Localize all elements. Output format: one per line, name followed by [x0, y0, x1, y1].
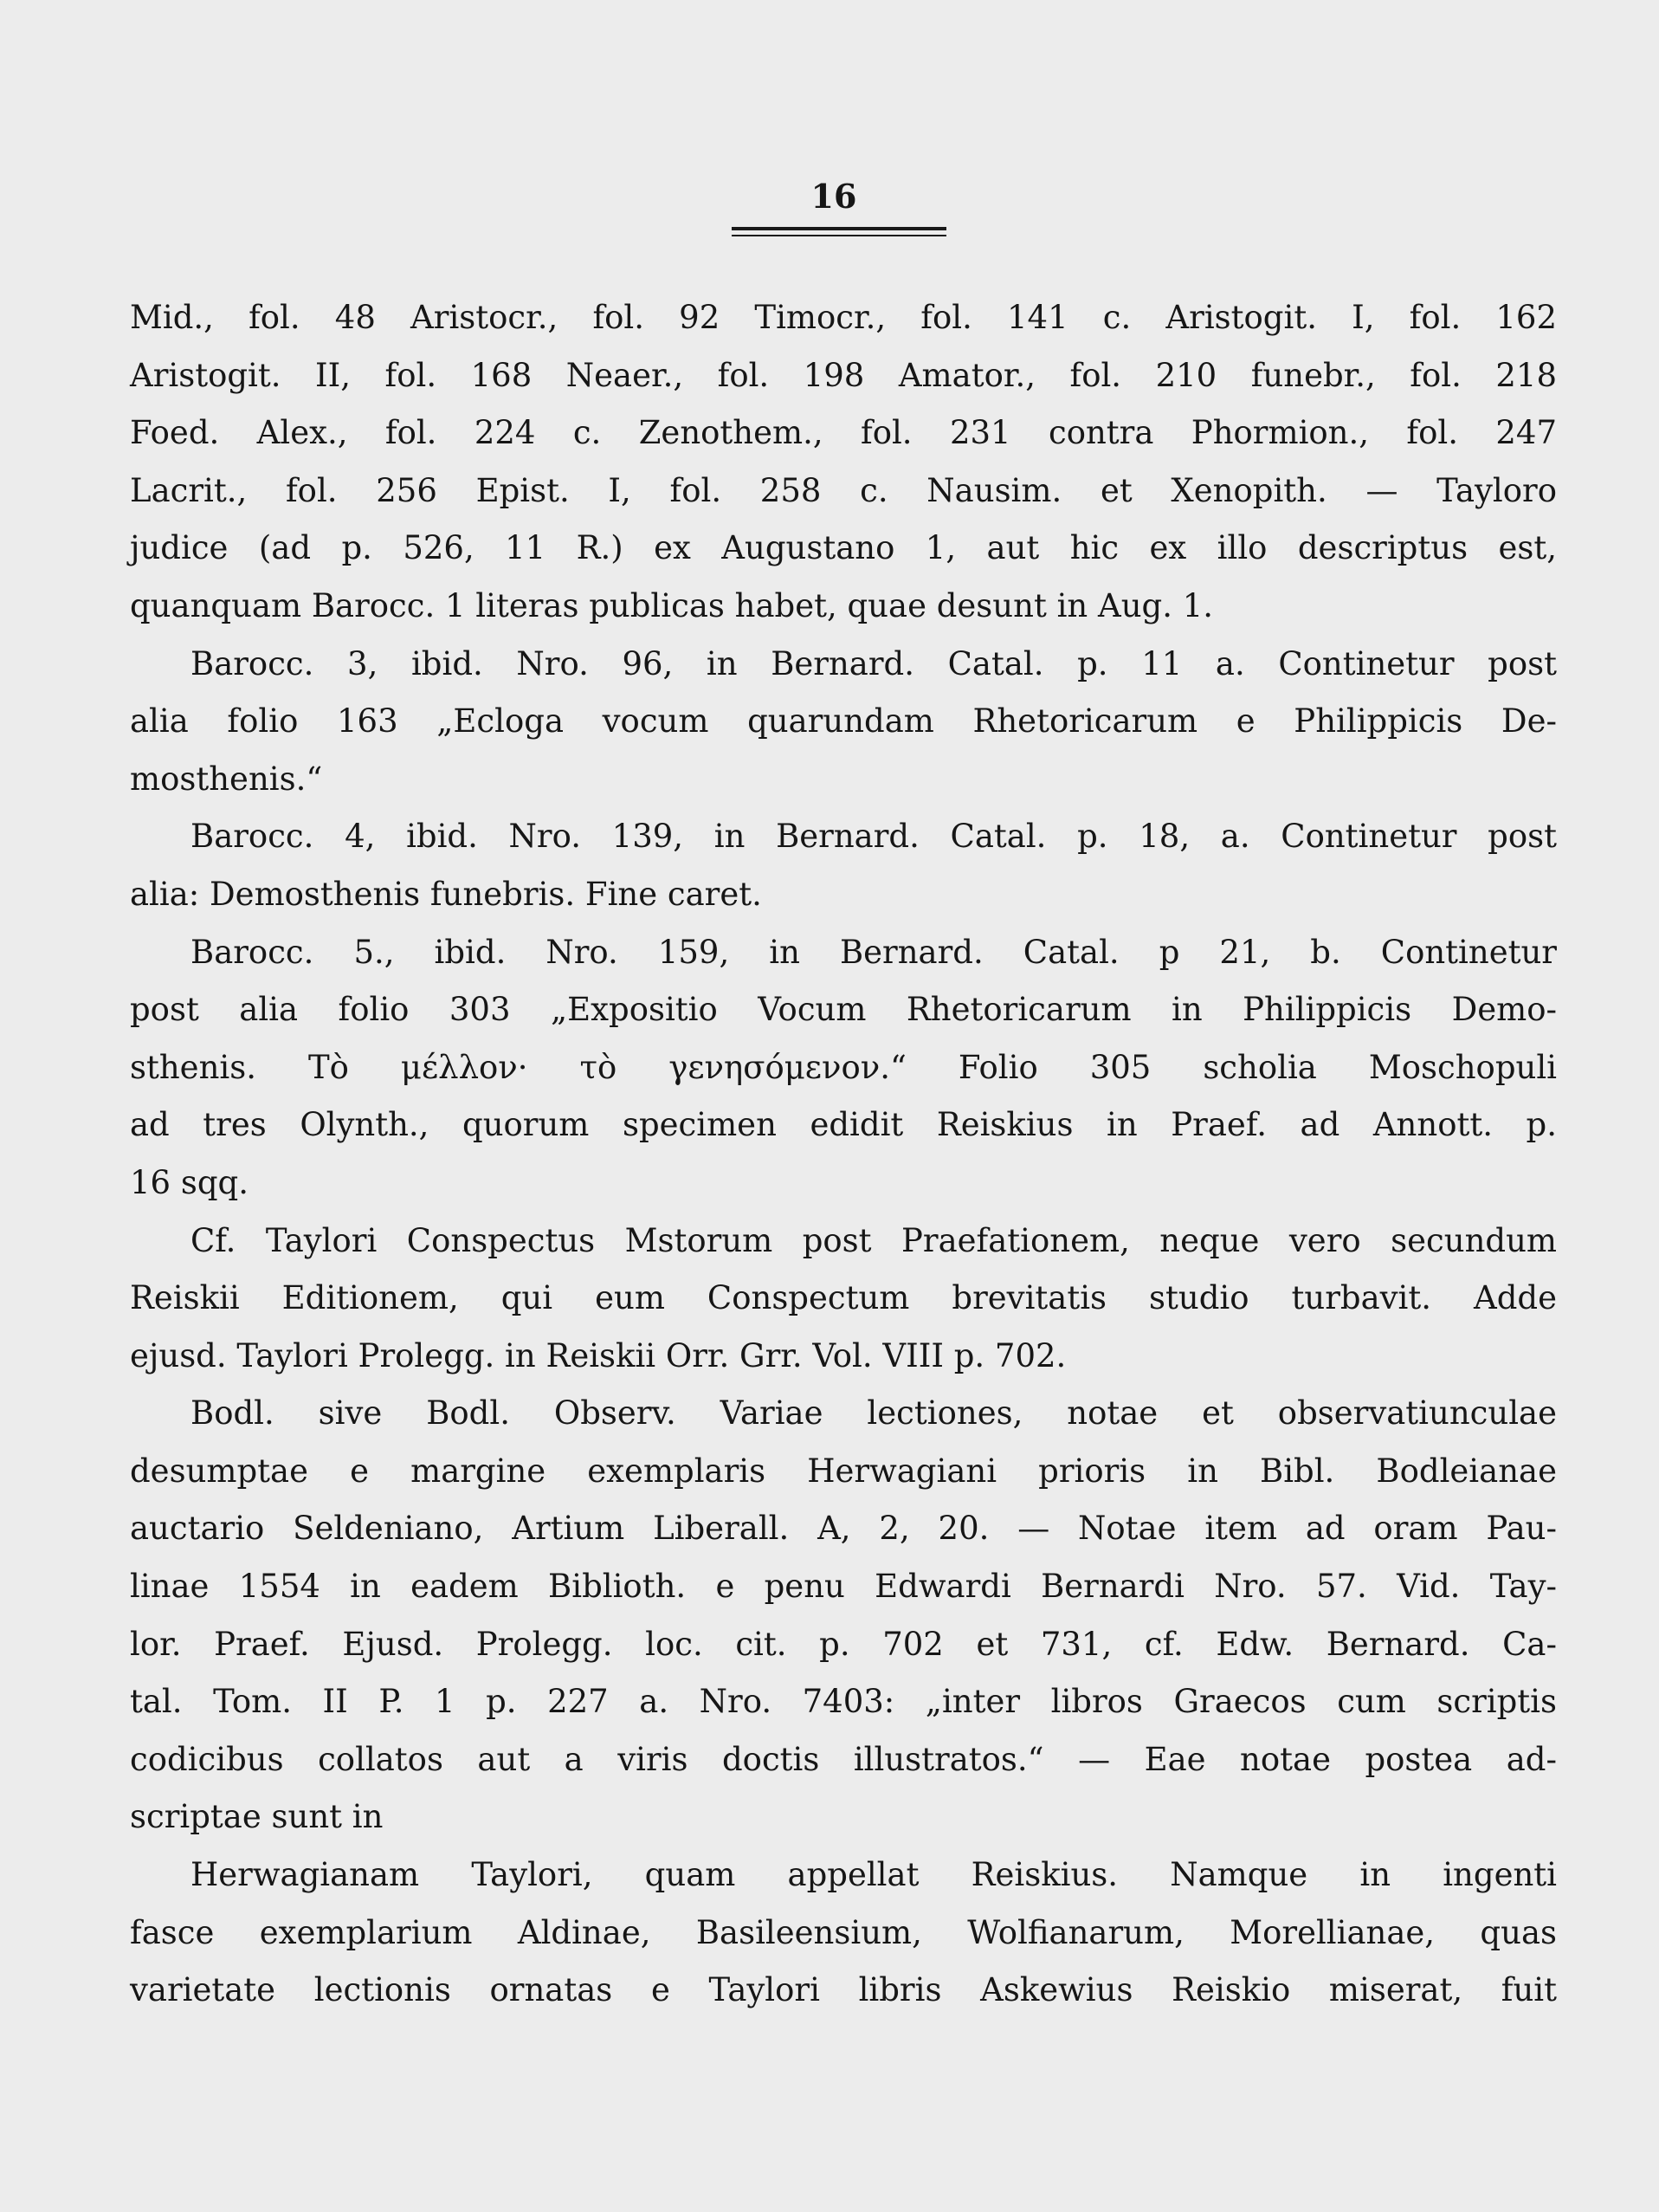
- text-line: sthenis. Τὸ μέλλον· τὸ γενησόμενον.“ Folio 305 scholia Moschopuli: [130, 1048, 1557, 1086]
- text-line: Aristogit. II, fol. 168 Neaer., fol. 198 Amator., fol. 210 funebr., fol. 218: [130, 356, 1557, 394]
- text-line: alia folio 163 „Ecloga vocum quarundam Rhetoricarum e Philippicis De-: [130, 702, 1557, 741]
- text-line: Cf. Taylori Conspectus Mstorum post Praefationem, neque vero secundum: [190, 1221, 1557, 1259]
- text-line: alia: Demosthenis funebris. Fine caret.: [130, 875, 762, 913]
- text-line: varietate lectionis ornatas e Taylori libris Askewius Reiskio miserat, fuit: [130, 1971, 1557, 2009]
- text-line: Reiskii Editionem, qui eum Conspectum brevitatis studio turbavit. Adde: [130, 1279, 1557, 1317]
- text-line: Herwagianam Taylori, quam appellat Reiskius. Namque in ingenti: [190, 1856, 1557, 1894]
- text-line: fasce exemplarium Aldinae, Basileensium, Wolfianarum, Morellianae, quas: [130, 1913, 1557, 1951]
- text-line: Mid., fol. 48 Aristocr., fol. 92 Timocr., fol. 141 c. Aristogit. I, fol. 162: [130, 299, 1557, 336]
- text-line: post alia folio 303 „Expositio Vocum Rhetoricarum in Philippicis Demo-: [130, 991, 1557, 1029]
- text-line: ejusd. Taylori Prolegg. in Reiskii Orr. Grr. Vol. VIII p. 702.: [130, 1336, 1067, 1374]
- text-line: mosthenis.“: [130, 760, 323, 798]
- header-rule-thin: [732, 235, 946, 236]
- body-text: [130, 289, 1557, 2020]
- text-line: Barocc. 5., ibid. Nro. 159, in Bernard. Catal. p 21, b. Continetur: [190, 933, 1557, 971]
- header-rule: [732, 227, 946, 230]
- text-line: judice (ad p. 526, 11 R.) ex Augustano 1, aut hic ex illo descriptus est,: [130, 529, 1557, 567]
- text-line: scriptae sunt in: [130, 1798, 384, 1836]
- text-line: Foed. Alex., fol. 224 c. Zenothem., fol. 231 contra Phormion., fol. 247: [130, 414, 1557, 452]
- text-line: 16 sqq.: [130, 1163, 249, 1201]
- text-line: Barocc. 4, ibid. Nro. 139, in Bernard. Catal. p. 18, a. Continetur post: [190, 818, 1557, 856]
- text-line: Bodl. sive Bodl. Observ. Variae lectiones, notae et observatiunculae: [190, 1394, 1557, 1433]
- text-line: Barocc. 3, ibid. Nro. 96, in Bernard. Catal. p. 11 a. Continetur post: [190, 644, 1557, 682]
- text-line: Lacrit., fol. 256 Epist. I, fol. 258 c. Nausim. et Xenopith. — Tayloro: [130, 471, 1557, 509]
- text-line: lor. Praef. Ejusd. Prolegg. loc. cit. p. 702 et 731, cf. Edw. Bernard. Ca-: [130, 1625, 1557, 1663]
- text-line: tal. Tom. II P. 1 p. 227 a. Nro. 7403: „inter libros Graecos cum scriptis: [130, 1683, 1557, 1721]
- text-line: ad tres Olynth., quorum specimen edidit Reiskius in Praef. ad Annott. p.: [130, 1106, 1557, 1144]
- page-number: 16: [810, 177, 857, 216]
- text-line: quanquam Barocc. 1 literas publicas habet, quae desunt in Aug. 1.: [130, 586, 1214, 624]
- text-line: codicibus collatos aut a viris doctis illustratos.“ — Eae notae postea ad-: [130, 1740, 1557, 1778]
- text-line: auctario Seldeniano, Artium Liberall. A, 2, 20. — Notae item ad oram Pau-: [130, 1510, 1557, 1548]
- text-line: linae 1554 in eadem Biblioth. e penu Edwardi Bernardi Nro. 57. Vid. Tay-: [130, 1568, 1557, 1606]
- text-line: desumptae e margine exemplaris Herwagiani prioris in Bibl. Bodleianae: [130, 1452, 1557, 1490]
